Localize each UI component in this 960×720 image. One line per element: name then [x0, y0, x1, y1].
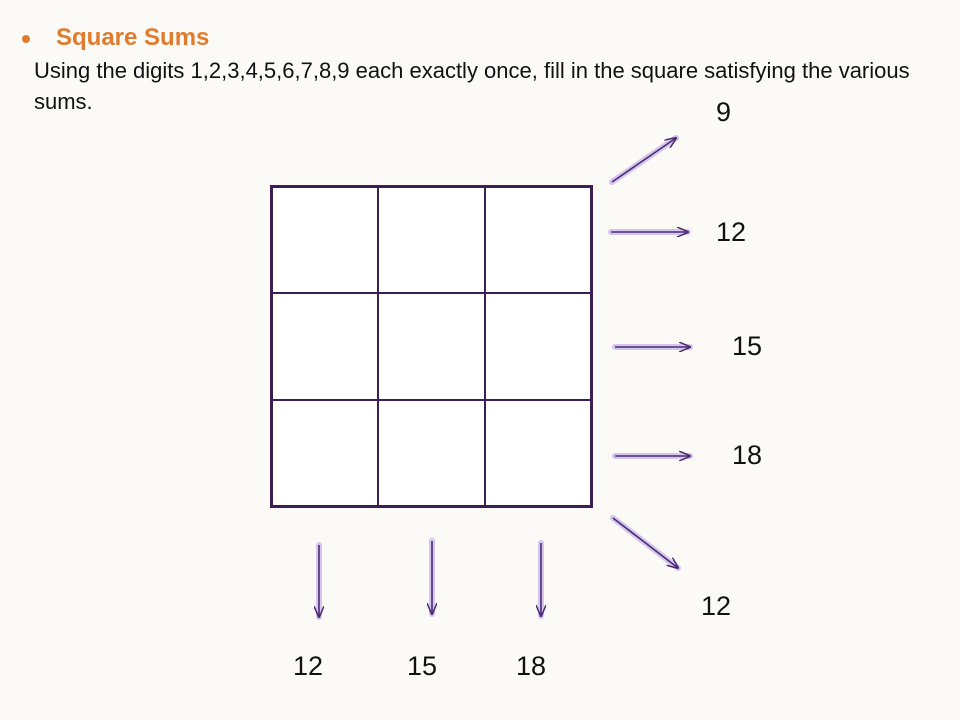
grid-cell-r3c3[interactable]: [485, 400, 591, 506]
grid-cell-r2c1[interactable]: [272, 293, 378, 399]
grid-cell-r2c3[interactable]: [485, 293, 591, 399]
column-3-sum: 18: [516, 651, 547, 681]
anti-diagonal-sum: 9: [716, 97, 732, 127]
grid-cell-r1c2[interactable]: [378, 187, 484, 293]
slide-title: Square Sums: [56, 24, 210, 51]
bullet-icon: [22, 35, 30, 43]
column-1-sum: 12: [293, 651, 324, 681]
main-diagonal-arrow: [613, 518, 678, 568]
title-line: [22, 24, 209, 52]
grid-cell-r3c1[interactable]: [272, 400, 378, 506]
main-diagonal-sum: 12: [701, 591, 732, 621]
instructions-text: Using the digits 1,2,3,4,5,6,7,8,9 each exactly once, fill in the square satisfying the various sums.: [34, 58, 910, 114]
anti-diagonal-arrow: [612, 138, 676, 182]
grid-cell-r3c2[interactable]: [378, 400, 484, 506]
row-2-sum: 15: [732, 331, 763, 361]
row-3-sum: 18: [732, 440, 763, 470]
puzzle-grid: [270, 185, 593, 508]
column-2-sum: 15: [407, 651, 438, 681]
grid-cell-r1c1[interactable]: [272, 187, 378, 293]
grid-cell-r1c3[interactable]: [485, 187, 591, 293]
grid-cell-r2c2[interactable]: [378, 293, 484, 399]
row-1-sum: 12: [716, 217, 747, 247]
